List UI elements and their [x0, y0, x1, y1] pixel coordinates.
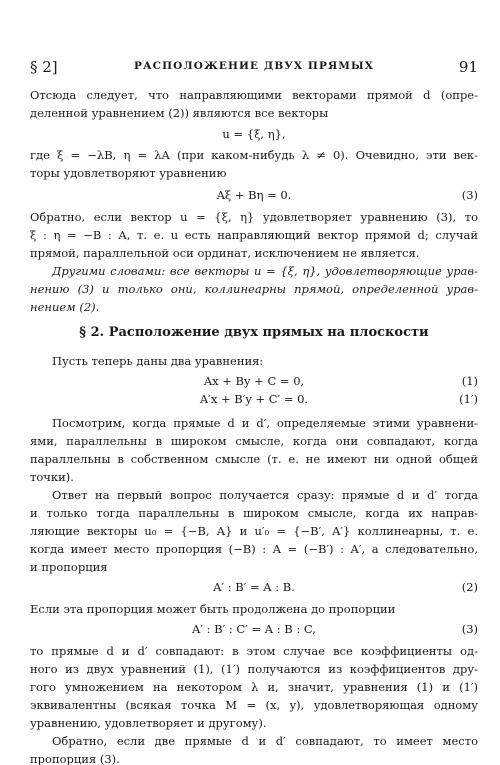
text-line: эквивалентны (всякая точка M = (x, y), удовлетворяющая одному	[30, 698, 478, 712]
formula: A′ : B′ : C′ = A : B : C,	[192, 622, 316, 636]
equation-line	[30, 578, 478, 596]
text-line: и пропорция	[30, 560, 108, 574]
text-line: Другими словами: все векторы u = {ξ, η}, удовлетворяющие урав-	[52, 264, 478, 278]
text-line: нению (3) и только они, коллинеарны прямой, определенной урав-	[30, 282, 478, 296]
text-line: точки).	[30, 470, 74, 484]
section-heading: § 2. Расположение двух прямых на плоскости	[79, 325, 429, 340]
text-line: ного из двух уравнений (1), (1′) получаются из коэффициентов дру-	[30, 662, 478, 676]
running-header	[30, 58, 478, 78]
text-line: Отсюда следует, что направляющими векторами прямой d (опре-	[30, 88, 478, 102]
text-line: и только тогда параллельны в широком смысле, когда их направ-	[30, 506, 478, 520]
text-line: параллельны в собственном смысле (т. е. не имеют ни одной общей	[30, 452, 478, 466]
formula: A′x + B′y + C′ = 0.	[199, 392, 309, 406]
formula: u = {ξ, η},	[222, 127, 286, 141]
equation-line	[30, 390, 478, 408]
text-line: Пусть теперь даны два уравнения:	[52, 354, 264, 368]
text-line: Обратно, если две прямые d и d′ совпадают, то имеет место	[52, 734, 478, 748]
equation-number: (1)	[461, 374, 478, 388]
text-line: гого умножением на некотором λ и, значит, уравнения (1) и (1′)	[30, 680, 478, 694]
text-line: Посмотрим, когда прямые d и d′, определяемые этими уравнени-	[52, 416, 478, 430]
formula: Aξ + Bη = 0.	[216, 188, 292, 202]
book-page	[30, 0, 478, 765]
equation-number: (2)	[461, 580, 478, 594]
header-title: РАСПОЛОЖЕНИЕ ДВУХ ПРЯМЫХ	[134, 60, 374, 72]
equation-line	[30, 372, 478, 390]
text-line: то прямые d и d′ совпадают: в этом случае все коэффициенты од-	[30, 644, 478, 658]
text-line: деленной уравнением (2)) являются все векторы	[30, 106, 329, 120]
equation-number: (3)	[461, 622, 478, 636]
text-line: ями, параллельны в широком смысле, когда они совпадают, когда	[30, 434, 478, 448]
text-line: пропорция (3).	[30, 752, 120, 765]
text-line: Обратно, если вектор u = {ξ, η} удовлетворяет уравнению (3), то	[30, 210, 478, 224]
text-line: Если эта пропорция может быть продолжена до пропорции	[30, 602, 396, 616]
header-section: § 2]	[30, 58, 58, 76]
text-line: Ответ на первый вопрос получается сразу: прямые d и d′ тогда	[52, 488, 478, 502]
equation-number: (3)	[461, 188, 478, 202]
formula: Ax + By + C = 0,	[203, 374, 305, 388]
equation-number: (1′)	[459, 392, 478, 406]
page-number: 91	[458, 58, 478, 76]
text-line: торы удовлетворяют уравнению	[30, 166, 227, 180]
text-line: ξ : η = −B : A, т. е. u есть направляющий вектор прямой d; случай	[30, 228, 478, 242]
text-line: ляющие векторы u₀ = {−B, A} и u′₀ = {−B′, A′} коллинеарны, т. е.	[30, 524, 478, 538]
text-line: где ξ = −λB, η = λA (при каком-нибудь λ ≠ 0). Очевидно, эти век-	[30, 148, 478, 162]
text-line: прямой, параллельной оси ординат, исключением не является.	[30, 246, 420, 260]
text-line: когда имеет место пропорция (−B) : A = (−B′) : A′, а следовательно,	[30, 542, 478, 556]
text-line: нением (2).	[30, 300, 100, 314]
equation-line	[30, 186, 478, 204]
equation-line	[30, 620, 478, 638]
formula: A′ : B′ = A : B.	[213, 580, 295, 594]
text-line: уравнению, удовлетворяет и другому).	[30, 716, 267, 730]
